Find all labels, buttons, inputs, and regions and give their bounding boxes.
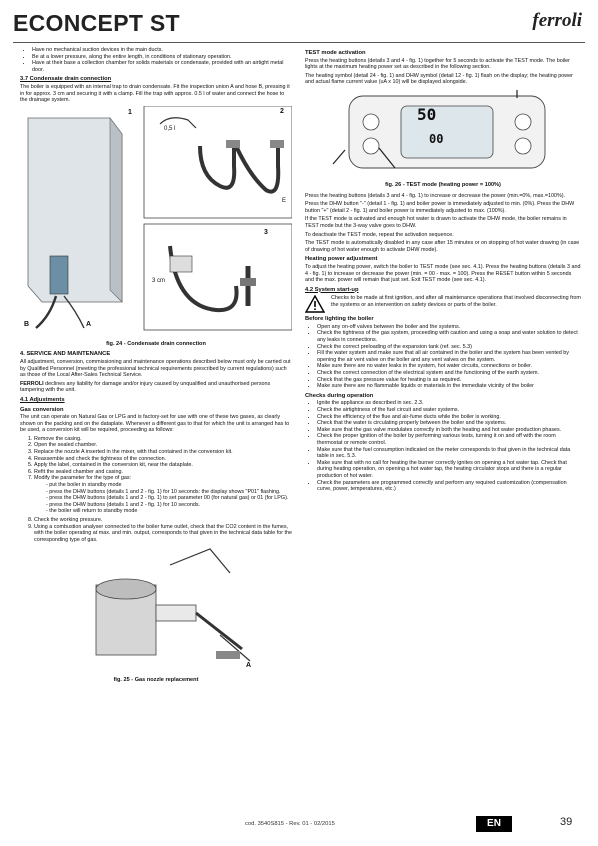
list-item: • Check the tightness of the gas system, proceeding with caution and using a soap and water solution to detect any leaks in connections. [317,330,581,343]
list-item: • Open any on-off valves between the boiler and the systems. [317,324,581,331]
list-item: • Make sure that the fuel consumption indicated on the meter corresponds to that given in the technical data table in sec. 5.3. [317,447,581,460]
section-4-text: All adjustment, conversion, commissioning and maintenance operations described below must only be carried out by Qualified Personnel (meeting the professional technical requirements prescribed by current regulations) such as those of the Local After-Sales Technical Service. [20,358,291,379]
intro-bullet-list [20,47,292,73]
list-item: 8. Check the working pressure. [34,517,292,524]
fig24-label-b: B [24,320,30,328]
document-code: cod. 3540S815 - Rev. 01 - 02/2015 [245,821,335,827]
test-mode-text-2: The heating symbol (detail 24 - fig. 1) and DHW symbol (detail 12 - fig. 1) flash on the display; the heating power and actual flame current value (uA x 10) will be displayed alongside. [305,72,573,86]
header-divider [13,42,585,43]
step-7-text: Modify the parameter for the type of gas: [34,475,132,482]
figure-25-caption: fig. 25 - Gas nozzle replacement [113,677,199,684]
section-4-2-heading: 4.2 System start-up [305,286,359,293]
page-number: 39 [560,816,573,828]
list-item: 1. Remove the casing. [34,436,292,443]
test-mode-text-5: If the TEST mode is activated and enough hot water is drawn to activate the DHW mode, the boiler remains in TEST mode but the 3-way valve goes to DHW. [305,216,567,229]
list-item: • Check the correct connection of the electrical system and the functioning of the earth system. [317,370,581,377]
gas-conversion-heading: Gas conversion [20,406,64,413]
list-item: • Check the correct preloading of the expansion tank (ref. sec. 5.3) [317,344,581,351]
right-column [305,47,581,495]
heating-power-heading: Heating power adjustment [305,256,378,263]
page-footer [0,812,598,846]
document-title: ECONCEPT ST [13,10,180,36]
fig24-label-volume: 0,5 l [164,125,176,132]
fig24-label-3: 3 [264,228,268,236]
figure-26 [305,88,581,180]
fig24-label-depth: 3 cm [152,277,166,284]
condensate-drain-illustration [20,106,292,339]
list-item: - press the DHW buttons (details 1 and 2 - fig. 1) for 10 seconds. [46,502,292,509]
section-4-1-heading: 4.1 Adjustments [20,396,65,403]
section-3-7-text: The boiler is equipped with an internal trap to drain condensate. Fit the inspection union A and hose B, pressing it in for approx. 3 cm and securing it with a clamp. Fill the trap with approx. 0.5 l of water and connect the hose to the drainage system. [20,83,290,104]
list-item: • Check the airtightness of the fuel circuit and water systems. [317,407,581,414]
left-column [20,47,292,688]
section-3-7-heading: 3.7 Condensate drain connection [20,76,112,83]
list-item: 6. Refit the sealed chamber and casing. [34,469,292,476]
test-mode-text-7: The TEST mode is automatically disabled in any case after 15 minutes or on stopping of hot water drawing (in case of drawing of hot water enough to activate DHW mode). [305,240,580,253]
before-lighting-list [305,324,581,390]
warning-note [305,295,581,313]
list-item: • Check that the gas pressure value for heating is as required. [317,377,581,384]
list-item: 5. Apply the label, contained in the conversion kit, near the dataplate. [34,462,292,469]
test-mode-text-6: To deactivate the TEST mode, repeat the activation sequence. [305,231,454,238]
list-item: • Be at a lower pressure, along the entire length, in conditions of stationary operation. [32,54,292,61]
list-item: • Check that the water is circulating properly between the boiler and the systems. [317,420,581,427]
test-mode-text-3: Press the heating buttons (details 3 and 4 - fig. 1) to increase or decrease the power (min.=0%, max.=100%). [305,192,566,199]
list-item: • Make sure there are no flammable liquids or materials in the immediate vicinity of the boiler [317,383,581,390]
list-item: • Make sure there are no water leaks in the system, hot water circuits, connections or boiler. [317,363,581,370]
list-item: • Ignite the appliance as described in sec. 2.3. [317,400,581,407]
gas-conversion-text: The unit can operate on Natural Gas or LPG and is factory-set for use with one of these two gases, as clearly shown on the packing and on the dataplate. Whenever a different gas to that for which the unit is arranged has to be used, a conversion kit will be required, proceeding as follows: [20,414,290,434]
ferroli-disclaimer-text: declines any liability for damage and/or injury caused by unqualified and unauthorised persons tampering with the unit. [20,380,271,394]
list-item: - the boiler will return to standby mode [46,508,292,515]
page-header [0,0,598,44]
list-item: • Check the proper ignition of the boiler by performing various tests, turning it on and off with the room thermostat or remote control. [317,433,581,446]
figure-24-caption: fig. 24 - Condensate drain connection [106,340,206,347]
list-item: - press the DHW buttons (details 1 and 2 - fig. 1) for 10 seconds: the display shows "P01" flashing. [46,489,292,496]
list-item [34,475,292,515]
parameter-substeps [34,482,292,515]
list-item: 2. Open the sealed chamber. [34,442,292,449]
display-flame-value: 00 [429,131,444,146]
test-mode-text-4: Press the DHW button "-" (detail 1 - fig. 1) and boiler power is immediately adjusted to min. (0%). Press the DHW button "+" (detail 2 - fig. 1) and boiler power is immediately adjusted to max. (100%). [305,201,575,214]
list-item: • Check the efficiency of the flue and air-fume ducts while the boiler is working. [317,414,581,421]
list-item: 9. Using a combustion analyser connected to the boiler fume outlet, check that the CO2 content in the fumes, with the boiler operating at max. and min. output, corresponds to that given in the technical data table for the corresponding type of gas. [34,524,292,544]
gas-nozzle-illustration [20,545,292,675]
list-item: • Check the parameters are programmed correctly and perform any required customization (compensation curve, power, temperatures, etc.) [317,480,581,493]
list-item: • Make sure that with no call for heating the burner correctly ignites on opening a hot water tap. Check that during heating operation, on opening a hot water tap, the heating circulator stops and there is a regular production of hot water. [317,460,581,480]
figure-25 [20,545,292,675]
ferroli-logo: ferroli [532,10,582,31]
display-power-value: 50 [417,104,437,124]
fig24-label-e: E [282,197,287,204]
list-item: • Have no mechanical suction devices in the main ducts. [32,47,292,54]
checks-during-operation-heading: Checks during operation [305,392,374,399]
warning-text: Checks to be made at first ignition, and after all maintenance operations that involved disconnecting from the systems or an intervention on safety devices or parts of the boiler. [331,295,581,308]
ferroli-brand-text: FERROLI [20,380,44,387]
language-badge: EN [476,816,512,832]
before-lighting-heading: Before lighting the boiler [305,316,374,323]
list-item: - put the boiler in standby mode [46,482,292,489]
warning-triangle-icon [305,295,325,313]
list-item: 4. Reassemble and check the tightness of the connection. [34,456,292,463]
control-panel-illustration [305,88,581,180]
list-item: 3. Replace the nozzle A inserted in the mixer, with that contained in the conversion kit. [34,449,292,456]
list-item: • Have at their base a collection chamber for solids materials or condensate, provided with an airtight metal door. [32,60,292,73]
fig24-label-1: 1 [128,108,132,116]
list-item: • Fill the water system and make sure that all air contained in the boiler and the system has been vented by opening the air vent valve on the boiler and any vent valves on the system. [317,350,581,363]
figure-24 [20,106,292,339]
fig24-label-2: 2 [280,107,284,115]
checks-during-operation-list [305,400,581,492]
figure-26-caption: fig. 26 - TEST mode (heating power = 100%) [385,181,501,188]
heating-power-text: To adjust the heating power, switch the boiler to TEST mode (see sec. 4.1). Press the heating buttons (details 3 and 4 - fig. 1) to increase or decrease the power (min. = 00 - max. = 100). Press the RESET button within 5 seconds and the max. power will remain that just set. Exit TEST mode (see sec. 4.1). [305,263,581,284]
gas-conversion-steps [20,436,292,544]
list-item: • Make sure that the gas valve modulates correctly in both the heating and hot water production phases. [317,427,581,434]
section-4-heading: 4. SERVICE AND MAINTENANCE [20,351,111,358]
test-mode-text-1: Press the heating buttons (details 3 and 4 - fig. 1) together for 5 seconds to activate the TEST mode. The boiler lights at the maximum heating power set as described in the following section. [305,57,570,71]
test-mode-heading: TEST mode activation [305,50,366,56]
ferroli-disclaimer [20,381,292,394]
fig25-label-a: A [246,662,252,670]
fig24-label-a: A [86,320,92,328]
list-item: - press the DHW buttons (details 1 and 2 - fig. 1) to set parameter 00 (for natural gas) or 01 (for LPG). [46,495,292,502]
